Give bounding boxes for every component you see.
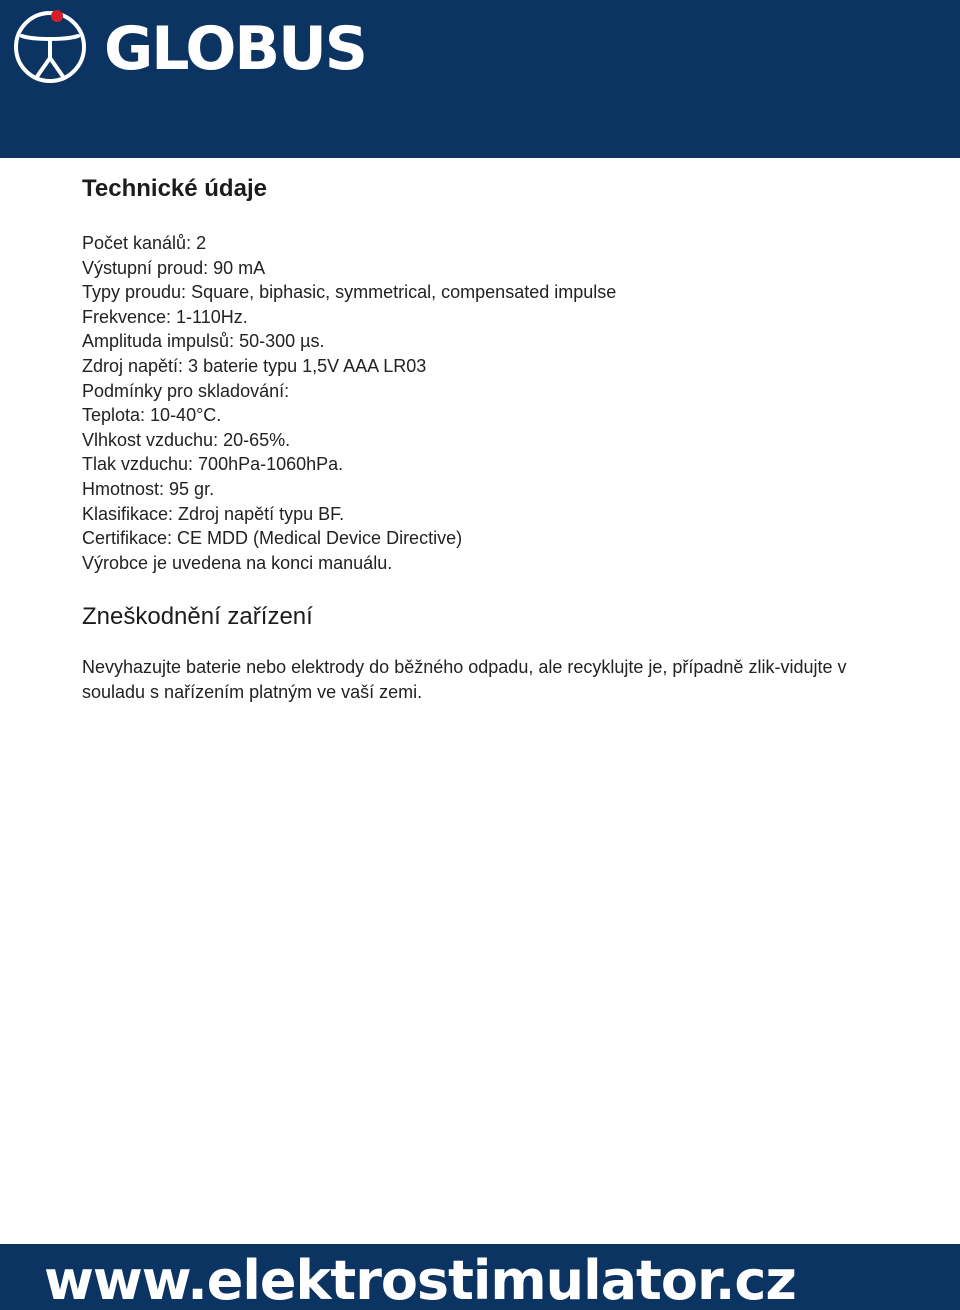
spec-item: Vlhkost vzduchu: 20-65%. <box>82 429 291 450</box>
disposal-heading: Zneškodnění zařízení <box>82 603 313 631</box>
spec-item: Tlak vzduchu: 700hPa-1060hPa. <box>82 454 344 475</box>
spec-item: Hmotnost: 95 gr. <box>82 478 215 499</box>
tech-specs-heading: Technické údaje <box>82 175 267 202</box>
tech-specs-list <box>82 231 902 575</box>
brand-name: GLOBUS <box>104 14 367 84</box>
main-content <box>82 172 902 705</box>
brand-logo[interactable] <box>10 6 370 88</box>
spec-item: Podmínky pro skladování: <box>82 380 290 401</box>
globus-figure-logo-icon <box>10 6 90 86</box>
spec-item: Amplituda impulsů: 50-300 µs. <box>82 331 325 352</box>
header-band <box>0 0 960 158</box>
spec-item: Typy proudu: Square, biphasic, symmetrical, compensated impulse <box>82 282 617 303</box>
spec-item: Výrobce je uvedena na konci manuálu. <box>82 552 393 573</box>
spec-item: Počet kanálů: 2 <box>82 233 207 253</box>
spec-item: Zdroj napětí: 3 baterie typu 1,5V AAA LR03 <box>82 355 427 376</box>
spec-item: Výstupní proud: 90 mA <box>82 257 266 278</box>
spec-item: Klasifikace: Zdroj napětí typu BF. <box>82 503 345 524</box>
spec-item: Certifikace: CE MDD (Medical Device Directive) <box>82 528 463 549</box>
website-link[interactable]: www.elektrostimulator.cz <box>44 1249 796 1310</box>
spec-item: Teplota: 10-40°C. <box>82 405 222 426</box>
disposal-text: Nevyhazujte baterie nebo elektrody do běžného odpadu, ale recyklujte je, případně zlik-vidujte v souladu s nařízením platným ve vaší zemi. <box>82 657 847 703</box>
spec-item: Frekvence: 1-110Hz. <box>82 306 248 327</box>
footer-band <box>0 1244 960 1310</box>
